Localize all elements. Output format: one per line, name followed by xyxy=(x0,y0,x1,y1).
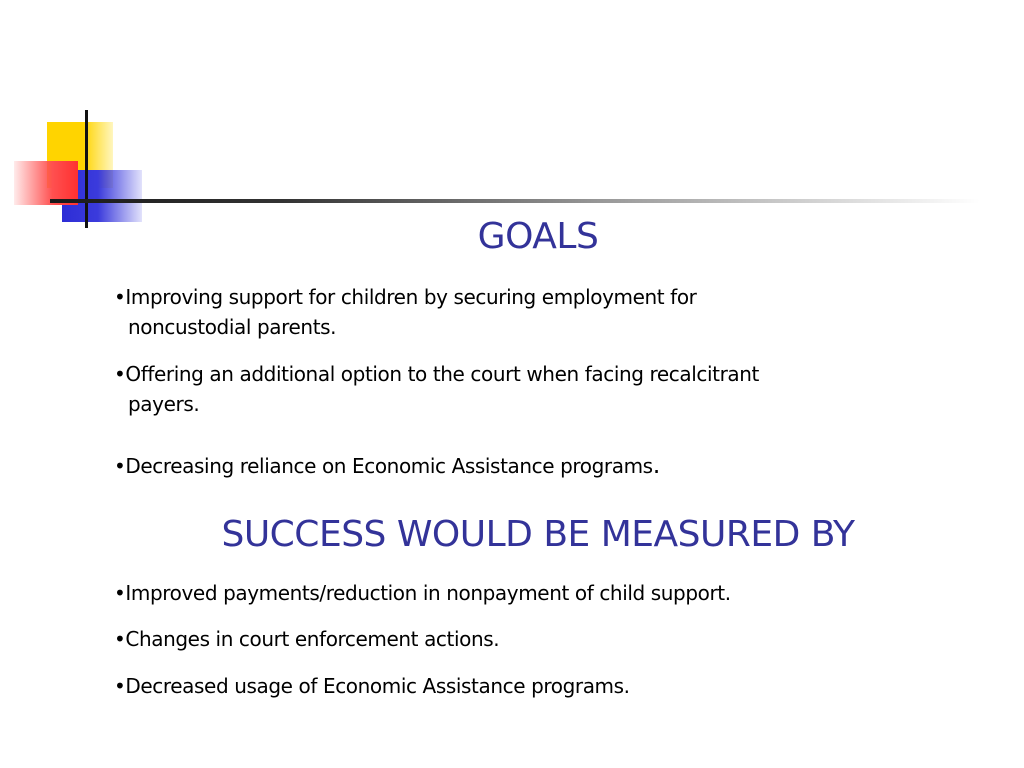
goal-item-3 xyxy=(114,450,934,481)
goals-heading: GOALS xyxy=(477,216,599,257)
success-item-3: •Decreased usage of Economic Assistance programs. xyxy=(114,674,630,698)
goal-item-1-line2: noncustodial parents. xyxy=(128,315,337,339)
success-heading: SUCCESS WOULD BE MEASURED BY xyxy=(221,514,855,555)
logo-decoration xyxy=(0,0,160,240)
horizontal-rule xyxy=(50,199,980,203)
goal-item-3-period: . xyxy=(652,451,660,479)
goal-item-2-line2: payers. xyxy=(128,392,200,416)
vertical-rule xyxy=(85,110,88,228)
goal-item-3-line1: •Decreasing reliance on Economic Assistance programs xyxy=(114,454,653,478)
success-item-2: •Changes in court enforcement actions. xyxy=(114,627,500,651)
goal-item-1 xyxy=(114,282,934,342)
success-item-1: •Improved payments/reduction in nonpayment of child support. xyxy=(114,581,731,605)
goal-item-2 xyxy=(114,359,934,419)
goal-item-1-line1: •Improving support for children by securing employment for xyxy=(114,285,697,309)
goal-item-2-line1: •Offering an additional option to the court when facing recalcitrant xyxy=(114,362,759,386)
